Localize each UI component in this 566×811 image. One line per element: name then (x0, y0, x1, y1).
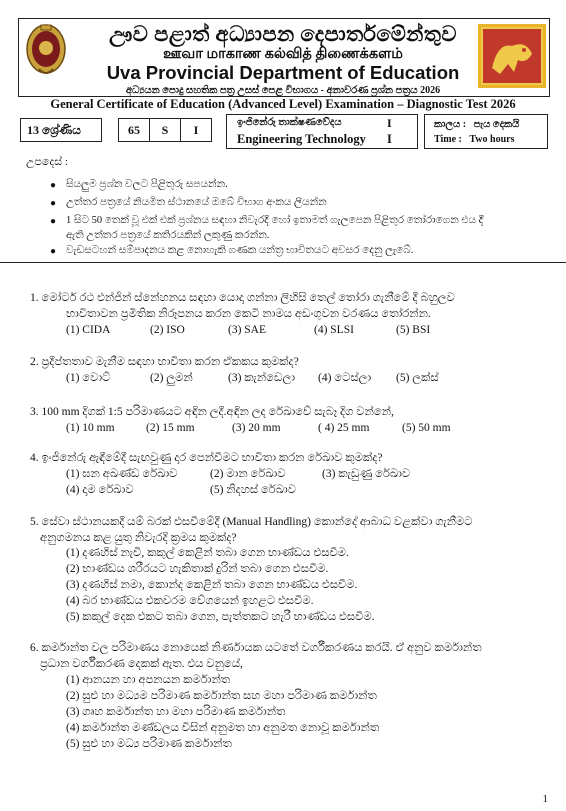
question-1-option-2[interactable]: (2) ISO (150, 324, 185, 336)
question-2-option-3[interactable]: (3) කැන්ඩෙලා (228, 372, 296, 384)
question-4-option-2[interactable]: (2) මාන රේඛාව (210, 468, 286, 480)
question-2-option-4[interactable]: (4) ටෙස්ලා (318, 372, 372, 384)
question-1-stem: 1. මෝටර් රථ එන්ජින් ස්නේහනය සඳහා යොදා ගන්නා ලිහිසි තෙල් තෝරා ගැනීමේ දී බහුලව (30, 292, 455, 304)
question-4-option-1[interactable]: (1) ඝන අඛණ්ඩ රේඛාව (66, 468, 178, 480)
grade-box (20, 118, 102, 142)
instruction-item: සියලුම ප්‍රශ්න වලට පිළිතුරු සපයන්න. (66, 179, 228, 190)
subject-box (226, 114, 418, 149)
question-6-option-5[interactable]: (5) සුළු හා මධ්‍ය පරිමාණ කර්මාන්ත (66, 738, 232, 750)
paper-code-box (118, 118, 212, 142)
question-1-option-3[interactable]: (3) SAE (228, 324, 267, 336)
time-value-sinhala: පැය දෙකයි (473, 119, 520, 130)
question-3-option-1[interactable]: (1) 10 mm (66, 422, 115, 434)
instruction-item: 1 සිට 50 තෙක් වූ එක් එක් ප්‍රශ්නය සඳහා නිවැරදි හෝ ඉතාමත් ගැලපෙන පිළිතුර තෝරාගෙන එය දී (66, 215, 484, 226)
question-1-option-4[interactable]: (4) SLSI (314, 324, 354, 336)
paper-code-s: S (161, 123, 169, 137)
question-4-stem: 4. ඉංජිනේරු ඇඳීමේදී සැඟවුණු දාර පෙන්වීමට භාවිතා කරන රේඛාව කුමක්ද? (30, 452, 383, 464)
question-6-stem-continued: ප්‍රධාන වර්ගීකරණ දෙකක් ඇත. එය වනුයේ, (40, 658, 243, 670)
question-5-option-2[interactable]: (2) භාණ්ඩය ශරීරයට හැකිතාක් දුරින් තබා ගෙන එසවීම. (66, 563, 329, 575)
question-4-option-5[interactable]: (5) නිදහස් රේඛාව (210, 484, 296, 496)
question-6-option-3[interactable]: (3) ගෘහ කර්මාන්ත හා මහා පරිමාණ කර්මාන්ත (66, 706, 286, 718)
question-3-option-3[interactable]: (3) 20 mm (232, 422, 281, 434)
question-1-option-5[interactable]: (5) BSI (396, 324, 431, 336)
department-title-english: Uva Provincial Department of Education (106, 62, 460, 83)
paper-code-i: I (193, 123, 199, 137)
subject-english: Engineering Technology (237, 132, 366, 146)
question-5-stem-continued: අනුගමනය කළ යුතු නිවැරදි ක්‍රමය කුමක්ද? (40, 532, 237, 544)
department-title-sinhala: ඌව පළාත් අධ්‍යාපන දෙපාර්තමේන්තුව (108, 22, 458, 46)
paper-part-1: I (387, 116, 392, 130)
question-5-option-3[interactable]: (3) දණහිස් නමා, කොන්ද කෙළින් තබා ගෙන භාණ්ඩය එසවීම. (66, 579, 358, 591)
question-5-option-1[interactable]: (1) දණහිස් නැවී, කකුල් කෙළින් තබා ගෙන භාණ්ඩය එසවීම. (66, 547, 349, 559)
time-label-english: Time : (434, 134, 462, 145)
question-3-option-5[interactable]: (5) 50 mm (402, 422, 451, 434)
section-divider (0, 262, 566, 263)
instruction-item: උත්තර පත්‍රයේ නියමිත ස්ථානයේ ඔබේ විභාග අංකය ලියන්න (66, 197, 327, 208)
bullet-icon: ● (50, 216, 57, 227)
bullet-icon: ● (50, 198, 57, 209)
question-4-option-3[interactable]: (3) කැඩුණු රේඛාව (322, 468, 411, 480)
question-6-option-1[interactable]: (1) ආනයන හා අපනයන කර්මාන්ත (66, 674, 231, 686)
department-title-tamil: ஊவா மாகாண கல்வித் திணைக்களம் (163, 46, 403, 62)
question-4-option-4[interactable]: (4) දාම රේඛාව (66, 484, 134, 496)
page-number: 1 (542, 793, 548, 805)
time-box (424, 114, 548, 149)
question-3-option-2[interactable]: (2) 15 mm (146, 422, 195, 434)
bullet-icon: ● (50, 180, 57, 191)
question-3-option-4[interactable]: ( 4) 25 mm (318, 422, 370, 434)
question-2-stem: 2. ප්‍රදීප්තතාව මැනීම සඳහා භාවිතා කරන ඒකකය කුමක්ද? (30, 356, 299, 368)
question-5-stem: 5. සේවා ස්ථානයකදී යම් බරක් එසවීමේදී (Manual Handling) කොන්දේ ආබාධ වළක්වා ගැනීමට (30, 516, 473, 528)
question-2-option-1[interactable]: (1) වොට් (66, 372, 111, 384)
question-2-option-2[interactable]: (2) ලුමන් (150, 372, 193, 384)
question-6-option-4[interactable]: (4) කර්මාන්ත මණ්ඩලය විසින් අනුමත හා අනුමත නොවූ කර්මාන්ත (66, 722, 380, 734)
instructions-title: උපදෙස් : (26, 156, 68, 168)
grade-label: 13 ශ්‍රේණිය (27, 123, 81, 137)
time-value-english: Two hours (469, 134, 515, 145)
paper-part-2: I (387, 132, 392, 146)
question-5-option-5[interactable]: (5) කකුල් දෙක එකට තබා ගෙන, පැත්තකට හැරී භාණ්ඩය එසවීම. (66, 611, 375, 623)
question-5-option-4[interactable]: (4) බර භාණ්ඩය එකවරම වේගයෙන් ඉහළට එසවීම. (66, 595, 314, 607)
instruction-item: වැඩසටහන් සම්පාදනය කළ නොහැකි ගණක යන්ත්‍ර භාවිතයට අවසර දෙනු ලැබේ. (66, 245, 414, 256)
time-label-sinhala: කාලය : (434, 119, 467, 130)
instruction-item-continued: ඇති උත්තර පත්‍රයේ කතිරයකින් ලකුණු කරන්න. (66, 230, 270, 241)
bullet-icon: ● (50, 246, 57, 257)
exam-title-sinhala: අධ්‍යයන පොදු සහතික පත්‍ර උසස් පෙළ විභාගය - අනාවරණ ප්‍රශ්න පත්‍රය 2026 (125, 85, 441, 96)
question-1-option-1[interactable]: (1) CIDA (66, 324, 111, 336)
question-3-stem: 3. 100 mm දිගක් 1:5 පරිමාණයට අඳින ලදී.අඳින ලද රේඛාවේ සැබෑ දිග වන්නේ, (30, 406, 394, 418)
subject-sinhala: ඉංජිනේරු තාක්ෂණවේදය (237, 117, 342, 128)
question-1-stem-continued: භාවිතාවන ප්‍රමිතික නිරූපනය කරන කෙටි නාමය අඩංගුවන වරණය තෝරන්න. (66, 308, 431, 320)
question-6-option-2[interactable]: (2) සුළු හා මධ්‍යම පරිමාණ කර්මාන්ත සහ මහා පරිමාණ කර්මාන්ත (66, 690, 377, 702)
question-2-option-5[interactable]: (5) ලක්ස් (396, 372, 439, 384)
question-6-stem: 6. කර්මාන්ත වල පරිමාණය නොයෙක් නිර්ණායක යටතේ වර්ගීකරණය කරයි. ඒ අනුව කර්මාන්ත (30, 642, 482, 654)
exam-title-english: General Certificate of Education (Advanced Level) Examination – Diagnostic Test 2026 (50, 97, 516, 111)
paper-code-number: 65 (128, 123, 140, 137)
